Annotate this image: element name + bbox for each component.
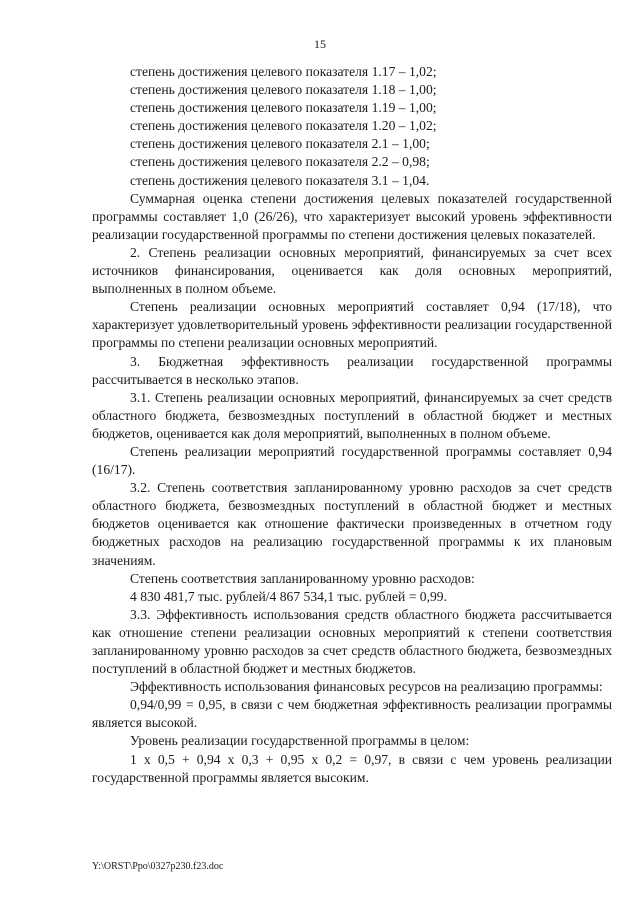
target-indicator-list [92, 63, 612, 190]
formula-overall-level: 1 х 0,5 + 0,94 х 0,3 + 0,95 х 0,2 = 0,97, в связи с чем уровень реализации государственной программы является высоким. [92, 751, 612, 785]
page-number: 15 [314, 37, 326, 51]
document-body [92, 63, 612, 787]
paragraph-section-3-1: 3.1. Степень реализации основных мероприятий, финансируемых за счет средств областного бюджета, безвозмездных поступлений в областной бюджет и местных бюджетов, оценивается как доля мероприятий, выполненных в полном объеме. [92, 389, 612, 441]
list-item: степень достижения целевого показателя 1.19 – 1,00; [130, 100, 437, 116]
paragraph-section-3-3: 3.3. Эффективность использования средств областного бюджета рассчитывается как отношение степени реализации основных мероприятий к степени соответствия запланированному уровню расходов за счет средств областного бюджета, безвозмездных поступлений в областной бюджет и местных бюджетов. [92, 606, 612, 677]
paragraph-expenses-compliance: Степень соответствия запланированному уровню расходов: [130, 570, 475, 586]
list-item: степень достижения целевого показателя 3.1 – 1,04. [130, 172, 430, 188]
list-item: степень достижения целевого показателя 1.17 – 1,02; [130, 64, 437, 79]
formula-expenses: 4 830 481,7 тыс. рублей/4 867 534,1 тыс. рублей = 0,99. [130, 588, 447, 604]
paragraph-section-3-2: 3.2. Степень соответствия запланированному уровню расходов за счет средств областного бюджета, безвозмездных поступлений в областной бюджет и местных бюджетов оценивается как отношение фактически произведенных в отчетном году бюджетных расходов на реализацию государственной программы к их плановым значениям. [92, 480, 612, 568]
list-item: степень достижения целевого показателя 2.2 – 0,98; [130, 154, 430, 170]
paragraph-overall-level: Уровень реализации государственной программы в целом: [130, 733, 470, 749]
paragraph-summary-assessment: Суммарная оценка степени достижения целевых показателей государственной программы составляет 1,0 (26/26), что характеризует высокий уровень эффективности реализации государственной программы по степени достижения целевых показателей. [92, 190, 612, 242]
paragraph-section-3: 3. Бюджетная эффективность реализации государственной программы рассчитывается в несколько этапов. [92, 353, 612, 387]
footer-file-path: Y:\ORST\Ppo\0327p230.f23.doc [92, 861, 224, 872]
list-item: степень достижения целевого показателя 1.20 – 1,02; [130, 118, 437, 134]
paragraph-section-2: 2. Степень реализации основных мероприятий, финансируемых за счет всех источников финансирования, оценивается как доля основных мероприятий, выполненных в полном объеме. [92, 244, 612, 297]
paragraph-financial-efficiency: Эффективность использования финансовых ресурсов на реализацию программы: [130, 679, 603, 695]
paragraph-activities-degree: Степень реализации мероприятий государственной программы составляет 0,94 (16/17). [92, 443, 612, 478]
paragraph-main-activities-degree: Степень реализации основных мероприятий составляет 0,94 (17/18), что характеризует удовлетворительный уровень эффективности реализации государственной программы по степени реализации основных мероприятий. [92, 299, 612, 351]
list-item: степень достижения целевого показателя 1.18 – 1,00; [130, 82, 437, 98]
formula-budget-efficiency: 0,94/0,99 = 0,95, в связи с чем бюджетная эффективность реализации программы является высокой. [92, 697, 612, 731]
list-item: степень достижения целевого показателя 2.1 – 1,00; [130, 136, 430, 152]
